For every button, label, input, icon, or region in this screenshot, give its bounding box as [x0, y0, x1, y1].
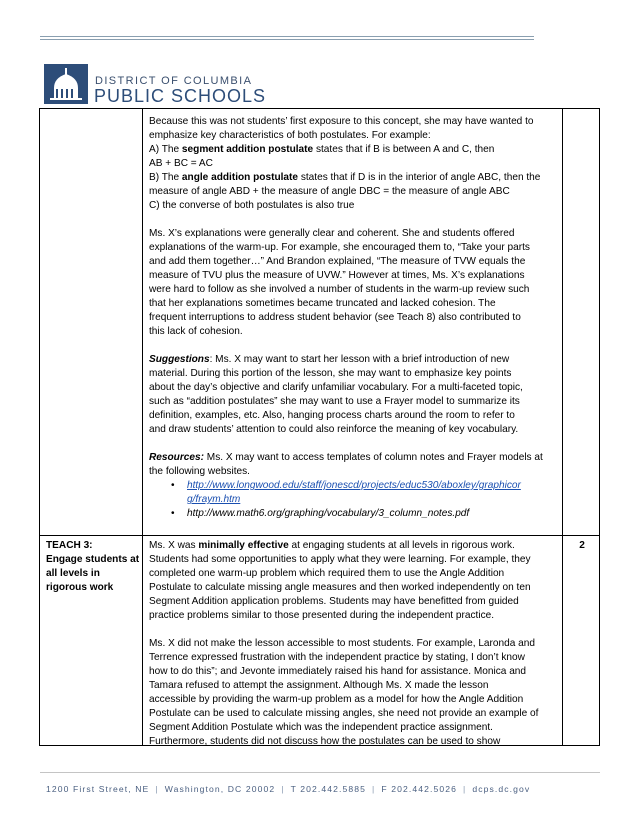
text-line: Furthermore, students did not discuss how the postulates can be used to show — [149, 736, 501, 747]
footer-website[interactable]: dcps.dc.gov — [472, 784, 531, 794]
table-column-divider-1 — [142, 109, 143, 745]
text-line: Terrence expressed frustration with the independent practice by stating, I don’t know — [149, 652, 525, 663]
text-line: accessible by providing the warm-up problem as a model for how the Angle Addition — [149, 694, 524, 705]
footer-contact: 1200 First Street, NE | Washington, DC 20002 | T 202.442.5885 | F 202.442.5026 | dcps.dc.gov — [46, 784, 531, 794]
math6-link[interactable]: http://www.math6.org/graphing/vocabulary/3_column_notes.pdf — [187, 508, 470, 519]
text-line: Segment Addition Postulate which was the independent practice assignment. — [149, 722, 493, 733]
text-line: Ms. X’s explanations were generally clear and coherent. She and students offered — [149, 228, 515, 239]
resource-link-item — [149, 507, 559, 521]
org-name-line2: PUBLIC SCHOOLS — [94, 86, 267, 106]
text-line: Students had some opportunities to apply what they were learning. For example, they — [149, 554, 531, 565]
text-line: Because this was not students’ first exposure to this concept, she may have wanted to — [149, 116, 534, 127]
evaluation-table — [39, 108, 600, 746]
text-line: the following websites. — [149, 466, 250, 477]
table-row-divider — [40, 535, 599, 536]
bullet-icon: • — [171, 480, 175, 491]
evidence-cell-previous — [149, 115, 559, 521]
bullet-icon: • — [171, 508, 175, 519]
org-name-line1: DISTRICT OF COLUMBIA — [95, 75, 253, 87]
text-line: Segment Addition application problems. Students may have benefitted from guided — [149, 596, 519, 607]
resources-line: Resources: Ms. X may want to access templates of column notes and Frayer models at — [149, 452, 543, 463]
resource-link-item — [149, 493, 559, 507]
capitol-dome-icon — [44, 64, 88, 104]
table-column-divider-2 — [562, 109, 563, 745]
text-line: were hard to follow as she involved a number of students in the warm-up review such — [149, 284, 530, 295]
text-line: completed one warm-up problem which required them to use the Angle Addition — [149, 568, 505, 579]
text-line: Tamara refused to attempt the assignment. Although Ms. X made the lesson — [149, 680, 489, 691]
postulate-item-c: C) the converse of both postulates is also true — [149, 200, 355, 211]
text-line: practice problems similar to those presented during the independent practice. — [149, 610, 495, 621]
text-line: frequent interruptions to address student behavior (see Teach 8) also contributed to — [149, 312, 521, 323]
header-rule-top — [40, 36, 534, 37]
text-line: how to do this”; and Jevonte immediately raised his hand for assistance. Monica and — [149, 666, 527, 677]
text-line: material. During this portion of the lesson, she may want to emphasize key points — [149, 368, 512, 379]
text-line: measure of TVU plus the measure of UVW.” However at times, Ms. X’s explanations — [149, 270, 525, 281]
dcps-logo — [44, 64, 274, 108]
text-line: and add them together…” And Brandon explained, “The measure of TVW equals the — [149, 256, 526, 267]
text-line: measure of angle ABD + the measure of angle DBC = the measure of angle ABC — [149, 186, 510, 197]
text-line: Postulate can be used to calculate missing angles, she need not provide an example of — [149, 708, 539, 719]
footer-phone: T 202.442.5885 — [290, 784, 367, 794]
footer-fax: F 202.442.5026 — [381, 784, 457, 794]
postulate-item-b: B) The angle addition postulate states that if D is in the interior of angle ABC, then the — [149, 172, 541, 183]
text-line: Ms. X did not make the lesson accessible to most students. For example, Laronda and — [149, 638, 536, 649]
header-rule-bottom — [40, 39, 534, 40]
text-line: emphasize key characteristics of both postulates. For example: — [149, 130, 431, 141]
teach3-label: TEACH 3: Engage students at all levels in rigorous work — [46, 540, 140, 593]
postulate-item-a: A) The segment addition postulate states that if B is between A and C, then — [149, 144, 495, 155]
longwood-link[interactable]: http://www.longwood.edu/staff/jonescd/projects/educ530/aboxley/graphicor — [187, 480, 521, 491]
text-line: explanations of the warm-up. For example, she encouraged them to, “Take your parts — [149, 242, 530, 253]
teach3-score: 2 — [579, 540, 585, 551]
evidence-cell-teach3 — [149, 539, 559, 749]
text-line: that her explanations sometimes became truncated and lacked cohesion. The — [149, 298, 496, 309]
text-line: Postulate to calculate missing angle measures and then worked independently on ten — [149, 582, 531, 593]
suggestions-line: Suggestions: Ms. X may want to start her lesson with a brief introduction of new — [149, 354, 510, 365]
text-line: and draw students’ attention to could also reinforce the meaning of key vocabulary. — [149, 424, 519, 435]
longwood-link-continued[interactable]: g/fraym.htm — [187, 494, 241, 505]
text-line: definition, examples, etc. Also, hanging process charts around the room to refer to — [149, 410, 515, 421]
footer-address: 1200 First Street, NE — [46, 784, 150, 794]
footer-rule — [40, 772, 600, 773]
text-line: such as “addition postulates” she may want to use a Frayer model to summarize its — [149, 396, 520, 407]
footer-city: Washington, DC 20002 — [164, 784, 276, 794]
effectiveness-line: Ms. X was minimally effective at engaging students at all levels in rigorous work. — [149, 540, 515, 551]
resource-links — [149, 479, 559, 521]
postulate-formula: AB + BC = AC — [149, 158, 213, 169]
text-line: this lack of cohesion. — [149, 326, 243, 337]
resource-link-item — [149, 479, 559, 493]
text-line: about the day’s objective and clarify unfamiliar vocabulary. For a multi-faceted topic, — [149, 382, 523, 393]
